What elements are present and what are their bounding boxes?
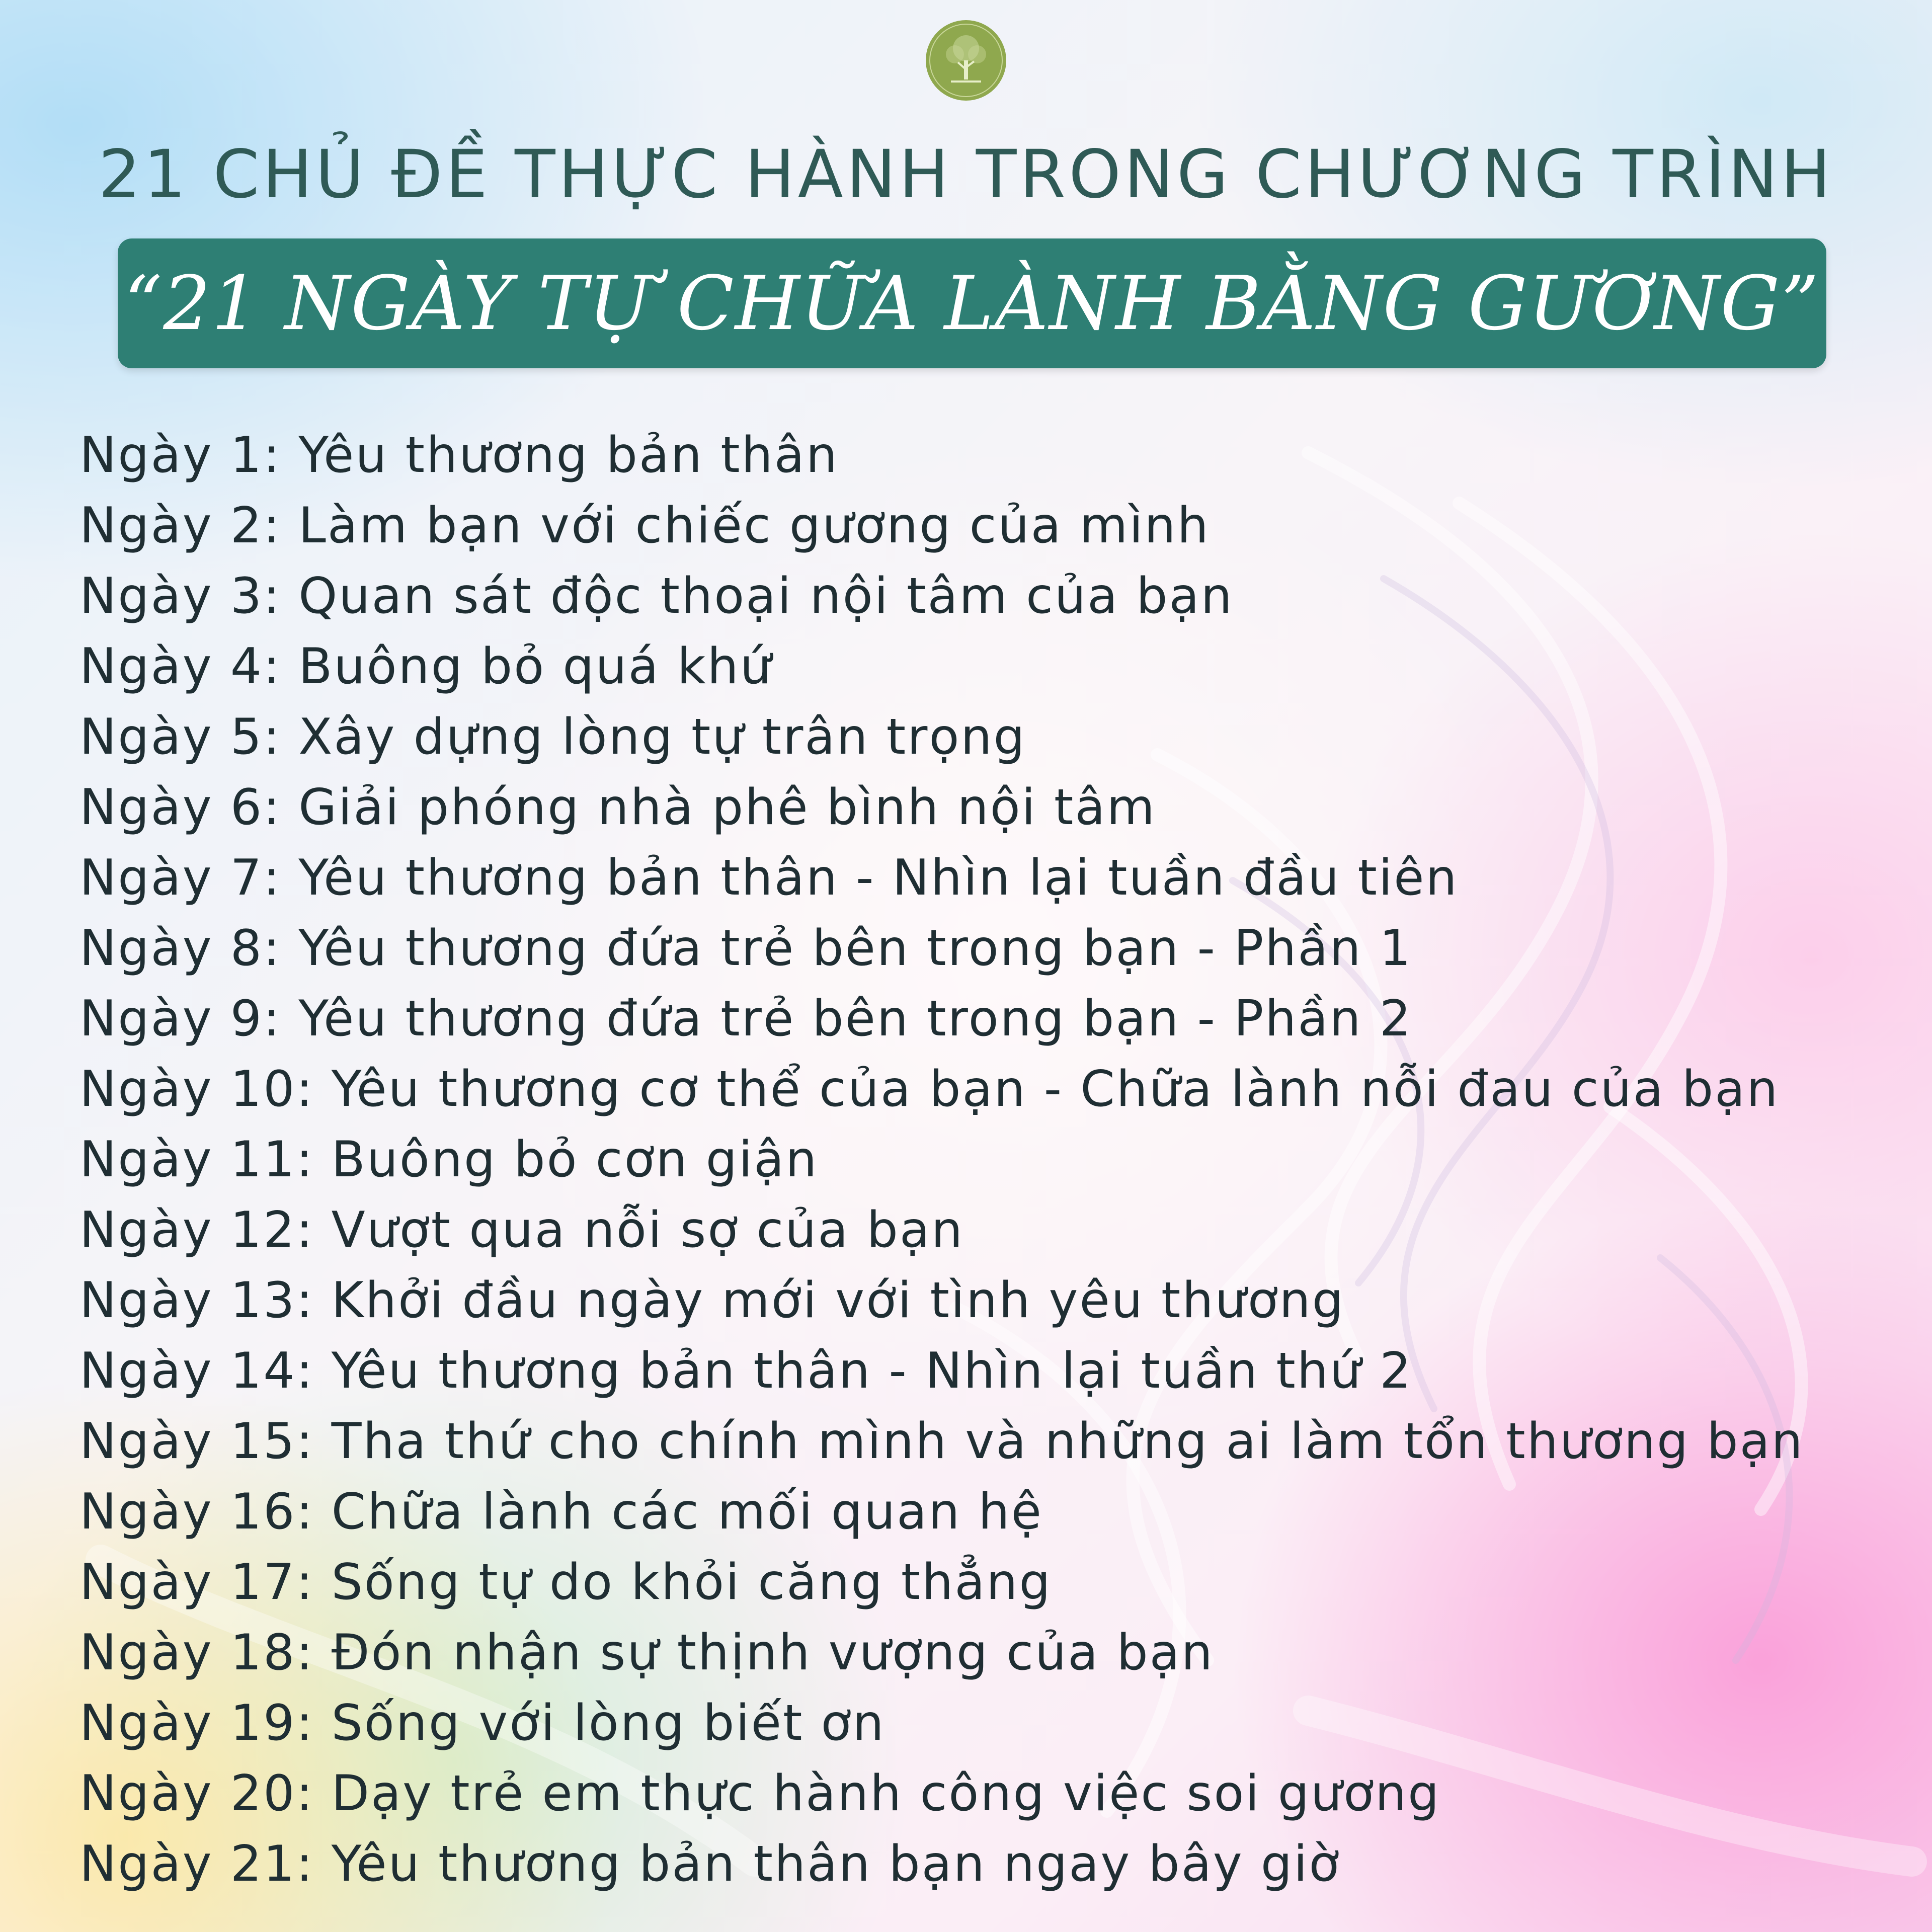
day-item-8: Ngày 8: Yêu thương đứa trẻ bên trong bạn - Phần 1 xyxy=(79,920,1413,977)
day-item-17: Ngày 17: Sống tự do khỏi căng thẳng xyxy=(79,1554,1052,1611)
day-item-7: Ngày 7: Yêu thương bản thân - Nhìn lại tuần đầu tiên xyxy=(79,849,1459,907)
day-item-5: Ngày 5: Xây dựng lòng tự trân trọng xyxy=(79,708,1026,766)
tree-logo-icon xyxy=(925,19,1007,102)
day-topic-list xyxy=(79,420,1804,1899)
day-item-4: Ngày 4: Buông bỏ quá khứ xyxy=(79,638,773,695)
day-item-11: Ngày 11: Buông bỏ cơn giận xyxy=(79,1131,819,1188)
day-item-13: Ngày 13: Khởi đầu ngày mới với tình yêu thương xyxy=(79,1272,1345,1329)
day-item-18: Ngày 18: Đón nhận sự thịnh vượng của bạn xyxy=(79,1624,1214,1681)
day-item-2: Ngày 2: Làm bạn với chiếc gương của mình xyxy=(79,497,1210,554)
day-item-3: Ngày 3: Quan sát độc thoại nội tâm của bạn xyxy=(79,568,1234,625)
day-item-1: Ngày 1: Yêu thương bản thân xyxy=(79,427,839,484)
day-item-20: Ngày 20: Dạy trẻ em thực hành công việc soi gương xyxy=(79,1765,1441,1822)
day-item-21: Ngày 21: Yêu thương bản thân bạn ngay bây giờ xyxy=(79,1835,1341,1893)
day-item-9: Ngày 9: Yêu thương đứa trẻ bên trong bạn - Phần 2 xyxy=(79,990,1413,1048)
day-item-10: Ngày 10: Yêu thương cơ thể của bạn - Chữa lành nỗi đau của bạn xyxy=(79,1061,1780,1118)
day-item-16: Ngày 16: Chữa lành các mối quan hệ xyxy=(79,1483,1043,1541)
day-item-15: Ngày 15: Tha thứ cho chính mình và những ai làm tổn thương bạn xyxy=(79,1413,1804,1470)
program-title-banner xyxy=(118,238,1826,368)
program-title: “21 NGÀY TỰ CHỮA LÀNH BẰNG GƯƠNG” xyxy=(124,260,1820,347)
day-item-14: Ngày 14: Yêu thương bản thân - Nhìn lại tuần thứ 2 xyxy=(79,1342,1413,1400)
day-item-6: Ngày 6: Giải phóng nhà phê bình nội tâm xyxy=(79,779,1156,836)
page-heading: 21 CHỦ ĐỀ THỰC HÀNH TRONG CHƯƠNG TRÌNH xyxy=(98,136,1834,213)
day-item-19: Ngày 19: Sống với lòng biết ơn xyxy=(79,1695,886,1752)
day-item-12: Ngày 12: Vượt qua nỗi sợ của bạn xyxy=(79,1201,964,1259)
